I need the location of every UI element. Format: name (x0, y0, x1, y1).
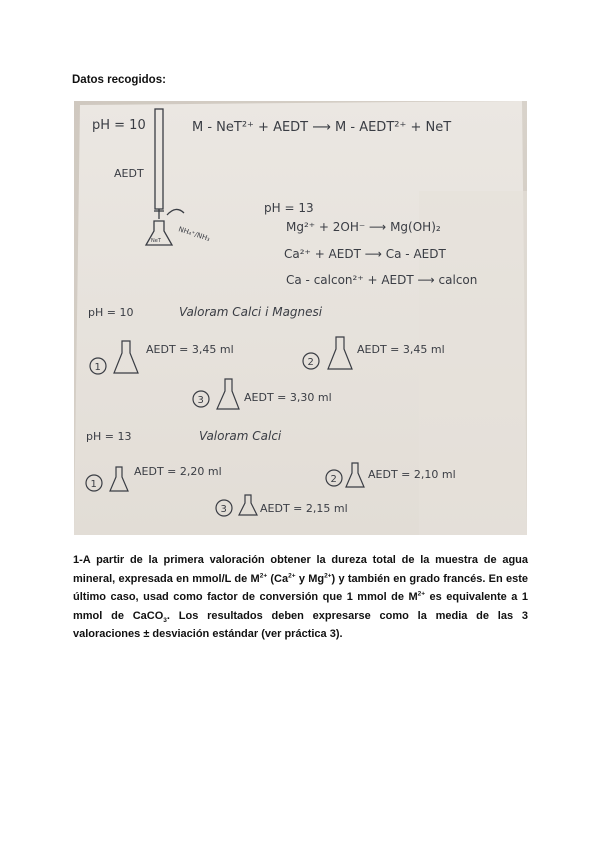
svg-text:1: 1 (90, 479, 97, 490)
reaction-3: Ca²⁺ + AEDT ⟶ Ca - AEDT (284, 247, 446, 261)
svg-text:2: 2 (307, 357, 314, 368)
svg-text:AEDT = 3,45 ml: AEDT = 3,45 ml (146, 343, 234, 356)
section1-ph: pH = 10 (88, 306, 134, 319)
svg-text:1: 1 (94, 362, 101, 373)
svg-text:AEDT = 2,10 ml: AEDT = 2,10 ml (368, 468, 456, 481)
aedt-label: AEDT (114, 167, 144, 180)
svg-text:AEDT = 3,45 ml: AEDT = 3,45 ml (357, 343, 445, 356)
buffer-label: NH₄⁺/NH₃ (177, 225, 211, 243)
notes-drawing (74, 101, 527, 535)
svg-text:2: 2 (330, 474, 337, 485)
section2-title: Valoram Calci (199, 429, 282, 443)
svg-text:AEDT = 2,15 ml: AEDT = 2,15 ml (260, 502, 348, 515)
handwritten-notes-photo (74, 101, 527, 535)
svg-text:AEDT = 3,30 ml: AEDT = 3,30 ml (244, 391, 332, 404)
svg-text:3: 3 (197, 395, 204, 406)
section1-title: Valoram Calci i Magnesi (179, 305, 323, 319)
reaction-2: Mg²⁺ + 2OH⁻ ⟶ Mg(OH)₂ (286, 220, 441, 234)
reaction-1: M - NeT²⁺ + AEDT ⟶ M - AEDT²⁺ + NeT (192, 120, 452, 135)
svg-text:3: 3 (220, 504, 227, 515)
ph13-label: pH = 13 (264, 201, 314, 215)
reaction-4: Ca - calcon²⁺ + AEDT ⟶ calcon (286, 273, 478, 287)
svg-text:AEDT = 2,20 ml: AEDT = 2,20 ml (134, 465, 222, 478)
flask-label: NeT (151, 238, 161, 244)
section-heading: Datos recogidos: (72, 74, 166, 86)
section2-ph: pH = 13 (86, 430, 132, 443)
ph10-label: pH = 10 (92, 118, 146, 133)
question-1-text: 1-A partir de la primera valoración obtener la dureza total de la muestra de agua mineral, expresada en mmol/L de $M^{2+}$ ($Ca^{2+}$ y $Mg^{2+}$) y también en grado francés. En este último caso, usad como factor de conversión que 1 mmol de $M^{2+}$ es equivalente a 1 mmol de CaCO$_3$. Los resultados deben expresarse como la media de las 3 valoraciones ± desviación estándar (ver práctica 3). (73, 554, 528, 640)
